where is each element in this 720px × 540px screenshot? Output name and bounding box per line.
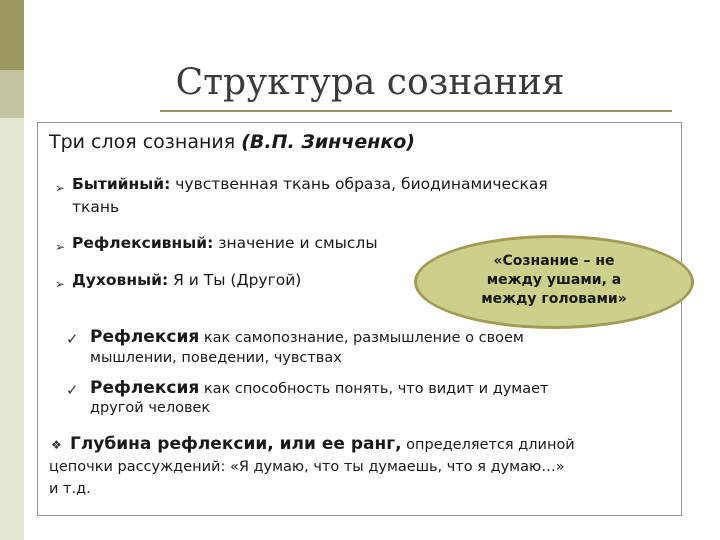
layer-3-text: Я и Ты (Другой) [168, 271, 302, 289]
reflexion-1-line-2: мышлении, поведении, чувствах [90, 350, 342, 366]
layer-2-text: значение и смыслы [213, 234, 378, 252]
layer-1-text: чувственная ткань образа, биодинамическая [170, 175, 548, 193]
layer-2-line [72, 234, 378, 252]
depth-line-3: и т.д. [49, 481, 91, 497]
layer-1-line-2: ткань [72, 198, 120, 216]
heading [49, 131, 415, 153]
decorative-stripe-bottom [0, 118, 24, 540]
decorative-stripe-middle [0, 70, 24, 118]
decorative-stripe-top [0, 0, 24, 70]
arrow-bullet-icon: ➢ [55, 240, 66, 254]
layer-1-term: Бытийный: [72, 175, 171, 193]
reflexion-1-line-1 [90, 327, 524, 347]
slide-title: Структура сознания [175, 62, 565, 103]
arrow-bullet-icon: ➢ [55, 277, 66, 291]
reflexion-1-text: как самопознание, размышление о своем [199, 330, 524, 346]
layer-3-term: Духовный: [72, 271, 169, 289]
heading-author: (В.П. Зинченко) [241, 131, 415, 153]
depth-term: Глубина рефлексии, или ее ранг, [70, 434, 402, 454]
layer-3-line [72, 271, 301, 289]
reflexion-2-text: как способность понять, что видит и думает [199, 381, 549, 397]
reflexion-1-term: Рефлексия [90, 327, 200, 347]
check-icon: ✓ [66, 381, 79, 399]
depth-line-1 [70, 434, 575, 454]
title-underline [160, 110, 672, 112]
depth-line-2: цепочки рассуждений: «Я думаю, что ты думаешь, что я думаю…» [49, 459, 565, 475]
depth-text: определяется длиной [401, 437, 575, 453]
arrow-bullet-icon: ➢ [55, 181, 66, 195]
quote-text: «Сознание – не между ушами, а между головами» [481, 253, 627, 307]
check-icon: ✓ [66, 330, 79, 348]
reflexion-2-term: Рефлексия [90, 378, 200, 398]
reflexion-2-line-2: другой человек [90, 400, 211, 416]
layer-2-term: Рефлексивный: [72, 234, 214, 252]
diamond-bullet-icon: ❖ [51, 438, 62, 452]
heading-main: Три слоя сознания [49, 131, 242, 153]
layer-1-line-1 [72, 175, 548, 193]
reflexion-2-line-1 [90, 378, 549, 398]
